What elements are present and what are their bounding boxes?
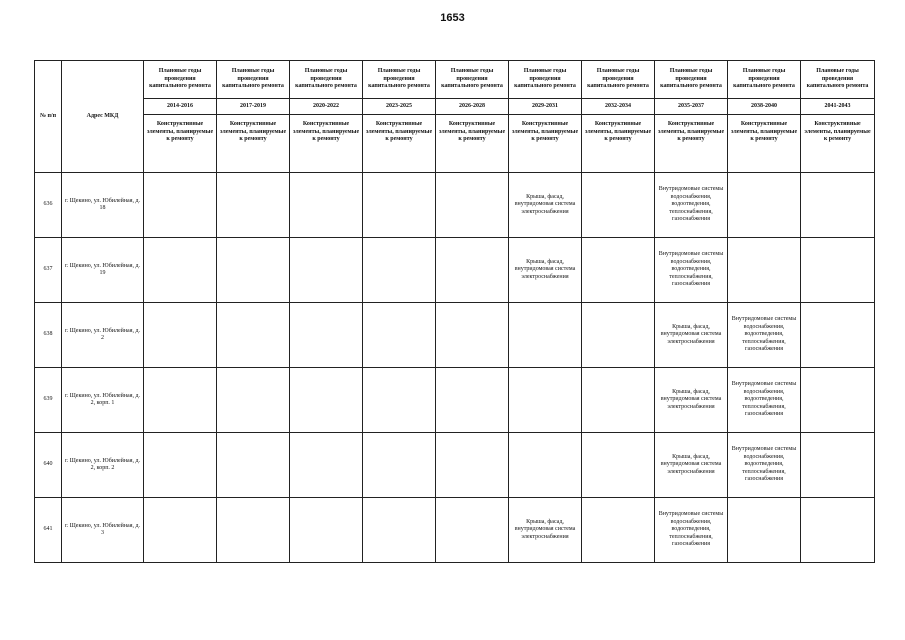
repair-cell	[582, 303, 655, 368]
row-number: 640	[35, 433, 62, 498]
repair-cell	[509, 433, 582, 498]
row-address: г. Щекино, ул. Юбилейная, д. 2	[62, 303, 144, 368]
repair-cell: Внутридомовые системы водоснабжения, водоотведения, теплоснабжения, газоснабжения	[728, 303, 801, 368]
years-header: 2020-2022	[290, 99, 363, 115]
header-row-top	[35, 61, 875, 99]
repair-cell	[217, 303, 290, 368]
table-row	[35, 173, 875, 238]
row-number: 637	[35, 238, 62, 303]
row-number: 639	[35, 368, 62, 433]
repair-cell: Внутридомовые системы водоснабжения, водоотведения, теплоснабжения, газоснабжения	[728, 368, 801, 433]
repair-cell	[290, 498, 363, 563]
repair-cell	[363, 433, 436, 498]
repair-cell	[728, 498, 801, 563]
repair-cell	[290, 238, 363, 303]
repair-cell: Внутридомовые системы водоснабжения, водоотведения, теплоснабжения, газоснабжения	[728, 433, 801, 498]
row-address: г. Щекино, ул. Юбилейная, д. 19	[62, 238, 144, 303]
row-number: 638	[35, 303, 62, 368]
years-header: 2038-2040	[728, 99, 801, 115]
repair-cell	[801, 368, 875, 433]
period-header: Плановые годы проведения капитального ремонта	[217, 61, 290, 99]
row-address: г. Щекино, ул. Юбилейная, д. 18	[62, 173, 144, 238]
years-header: 2017-2019	[217, 99, 290, 115]
repair-cell	[363, 238, 436, 303]
repair-cell	[582, 173, 655, 238]
repair-cell	[363, 173, 436, 238]
repair-cell	[290, 368, 363, 433]
repair-cell	[436, 368, 509, 433]
table-row	[35, 368, 875, 433]
repair-cell	[436, 498, 509, 563]
repair-cell	[801, 238, 875, 303]
period-header: Плановые годы проведения капитального ремонта	[436, 61, 509, 99]
period-header: Плановые годы проведения капитального ремонта	[655, 61, 728, 99]
repair-cell	[436, 433, 509, 498]
repair-cell	[582, 498, 655, 563]
row-address: г. Щекино, ул. Юбилейная, д. 2, корп. 1	[62, 368, 144, 433]
repair-cell	[144, 303, 217, 368]
repair-cell: Крыша, фасад, внутридомовая система электроснабжения	[655, 433, 728, 498]
years-header: 2035-2037	[655, 99, 728, 115]
repair-cell	[144, 433, 217, 498]
table-row	[35, 238, 875, 303]
page-number: 1653	[440, 12, 465, 24]
elements-header: Конструктивные элементы, планируемые к ремонту	[144, 115, 217, 173]
period-header: Плановые годы проведения капитального ремонта	[363, 61, 436, 99]
repair-cell	[144, 173, 217, 238]
repair-cell	[217, 368, 290, 433]
repair-cell	[436, 173, 509, 238]
years-header: 2041-2043	[801, 99, 875, 115]
repair-cell	[217, 433, 290, 498]
period-header: Плановые годы проведения капитального ремонта	[582, 61, 655, 99]
repair-cell	[144, 238, 217, 303]
row-number: 641	[35, 498, 62, 563]
repair-cell	[290, 173, 363, 238]
repair-cell: Крыша, фасад, внутридомовая система электроснабжения	[509, 498, 582, 563]
repair-cell	[801, 303, 875, 368]
repair-cell	[509, 303, 582, 368]
repair-cell: Внутридомовые системы водоснабжения, водоотведения, теплоснабжения, газоснабжения	[655, 498, 728, 563]
num-column-header: № п/п	[35, 61, 62, 173]
row-address: г. Щекино, ул. Юбилейная, д. 2, корп. 2	[62, 433, 144, 498]
row-address: г. Щекино, ул. Юбилейная, д. 3	[62, 498, 144, 563]
repair-cell	[290, 303, 363, 368]
elements-header: Конструктивные элементы, планируемые к ремонту	[217, 115, 290, 173]
years-header: 2032-2034	[582, 99, 655, 115]
period-header: Плановые годы проведения капитального ремонта	[801, 61, 875, 99]
years-header: 2029-2031	[509, 99, 582, 115]
repair-cell	[217, 498, 290, 563]
repair-cell	[436, 238, 509, 303]
header-row-elements	[35, 115, 875, 173]
repair-cell	[582, 433, 655, 498]
repair-cell	[363, 368, 436, 433]
elements-header: Конструктивные элементы, планируемые к ремонту	[509, 115, 582, 173]
elements-header: Конструктивные элементы, планируемые к ремонту	[436, 115, 509, 173]
repair-cell	[801, 433, 875, 498]
elements-header: Конструктивные элементы, планируемые к ремонту	[363, 115, 436, 173]
capital-repair-table	[34, 60, 875, 563]
repair-cell	[290, 433, 363, 498]
repair-cell	[801, 173, 875, 238]
years-header: 2014-2016	[144, 99, 217, 115]
repair-cell	[363, 303, 436, 368]
period-header: Плановые годы проведения капитального ремонта	[509, 61, 582, 99]
years-header: 2026-2028	[436, 99, 509, 115]
elements-header: Конструктивные элементы, планируемые к ремонту	[728, 115, 801, 173]
repair-cell: Крыша, фасад, внутридомовая система электроснабжения	[655, 368, 728, 433]
repair-cell	[582, 368, 655, 433]
period-header: Плановые годы проведения капитального ремонта	[290, 61, 363, 99]
repair-cell	[217, 238, 290, 303]
table-row	[35, 498, 875, 563]
repair-cell	[728, 173, 801, 238]
period-header: Плановые годы проведения капитального ремонта	[144, 61, 217, 99]
repair-cell	[509, 368, 582, 433]
repair-cell: Внутридомовые системы водоснабжения, водоотведения, теплоснабжения, газоснабжения	[655, 238, 728, 303]
repair-cell	[801, 498, 875, 563]
repair-cell: Внутридомовые системы водоснабжения, водоотведения, теплоснабжения, газоснабжения	[655, 173, 728, 238]
repair-cell	[144, 498, 217, 563]
repair-cell	[582, 238, 655, 303]
years-header: 2023-2025	[363, 99, 436, 115]
repair-cell	[363, 498, 436, 563]
repair-cell: Крыша, фасад, внутридомовая система электроснабжения	[509, 173, 582, 238]
elements-header: Конструктивные элементы, планируемые к ремонту	[801, 115, 875, 173]
period-header: Плановые годы проведения капитального ремонта	[728, 61, 801, 99]
address-column-header: Адрес МКД	[62, 61, 144, 173]
table-row	[35, 433, 875, 498]
elements-header: Конструктивные элементы, планируемые к ремонту	[655, 115, 728, 173]
header-row-years	[35, 99, 875, 115]
table-row	[35, 303, 875, 368]
repair-cell	[144, 368, 217, 433]
row-number: 636	[35, 173, 62, 238]
repair-cell: Крыша, фасад, внутридомовая система электроснабжения	[655, 303, 728, 368]
repair-cell: Крыша, фасад, внутридомовая система электроснабжения	[509, 238, 582, 303]
elements-header: Конструктивные элементы, планируемые к ремонту	[290, 115, 363, 173]
repair-cell	[436, 303, 509, 368]
repair-cell	[728, 238, 801, 303]
repair-cell	[217, 173, 290, 238]
elements-header: Конструктивные элементы, планируемые к ремонту	[582, 115, 655, 173]
